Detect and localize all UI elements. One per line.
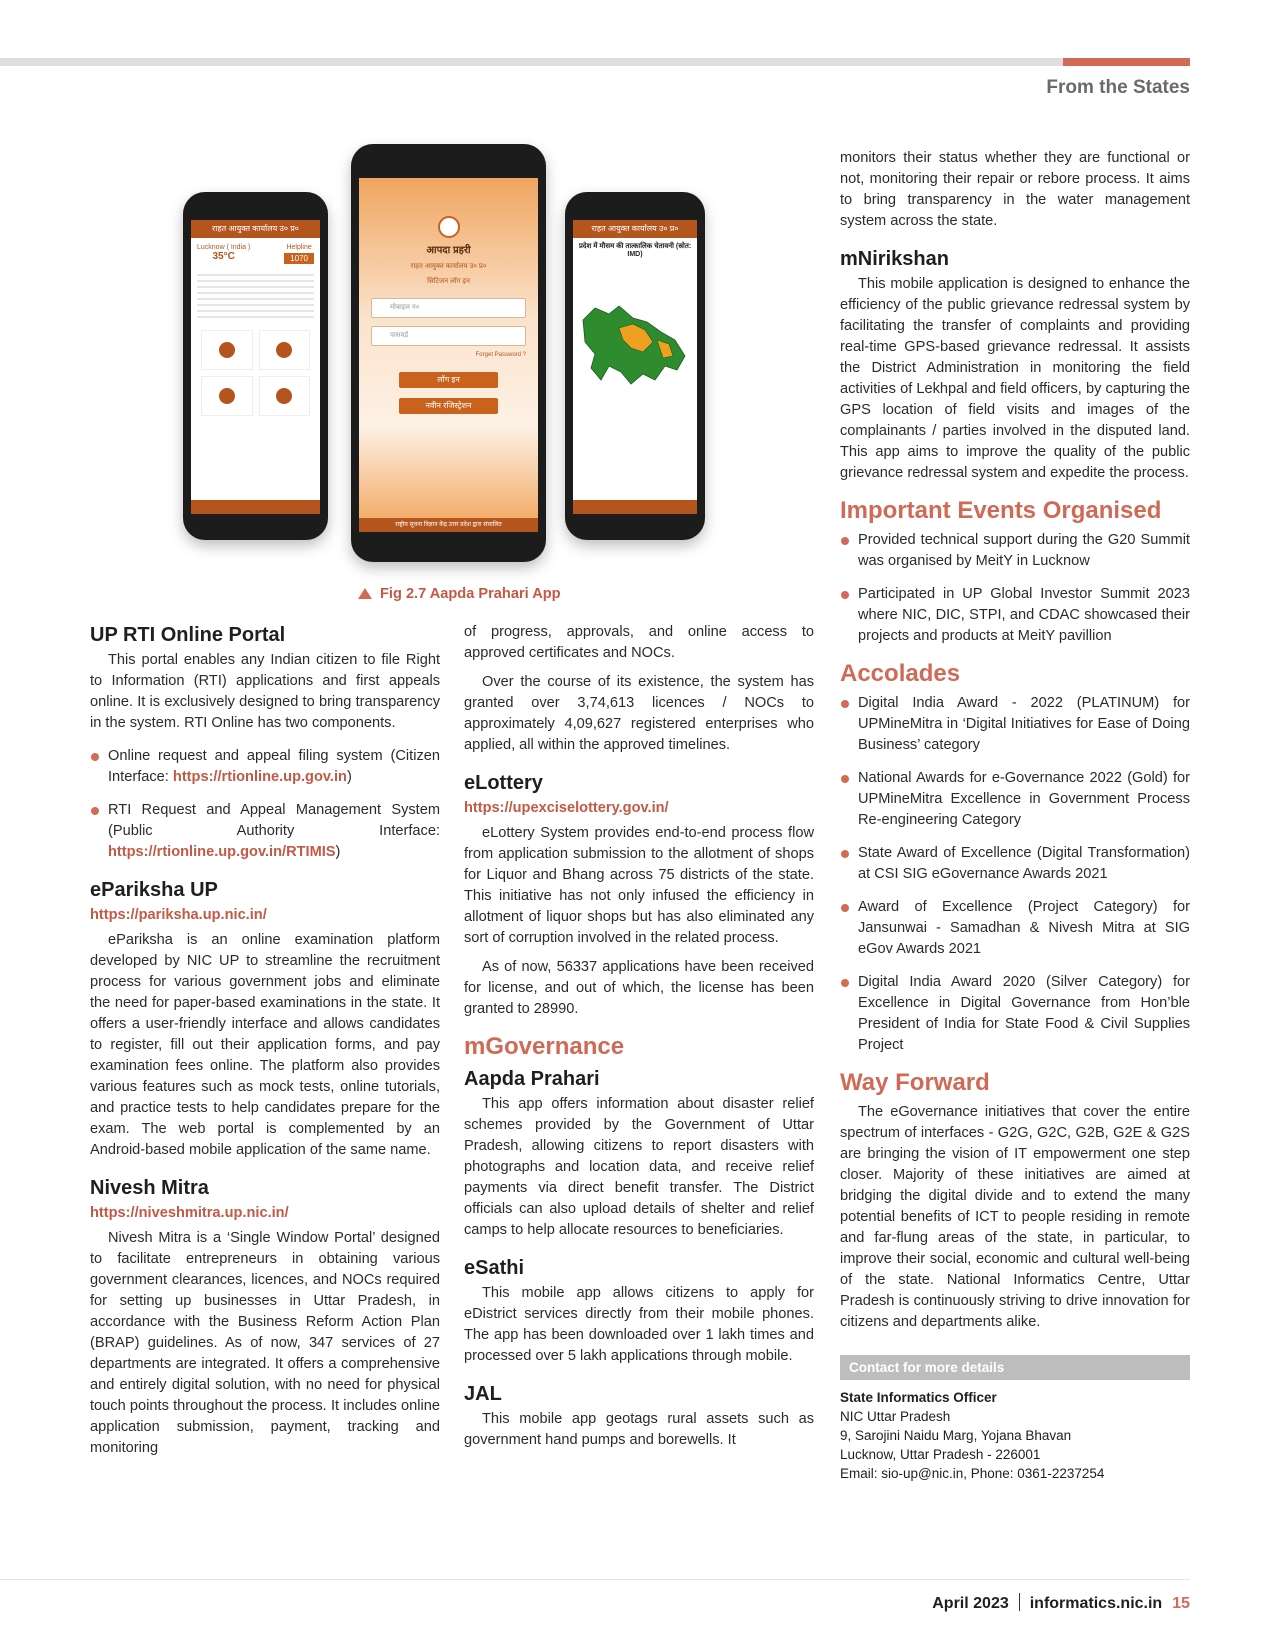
icon-grid (191, 320, 320, 426)
aapda-body: This app offers information about disaster relief schemes provided by the Government of Uttar Pradesh, allowing citizens to report disasters with photographs and location data, and receive relief payments via direct benefit transfer. The District officials can also upload details of shelter and relief camps to help allocate resources to beneficiaries. (464, 1096, 814, 1238)
caption-triangle-icon (358, 588, 372, 599)
way-forward-body: The eGovernance initiatives that cover the entire spectrum of interfaces - G2G, G2C, G2B, G2E & G2S are bringing the vision of IT empowerment one step closer. Majority of these initiatives are aimed at bridging the digital divide and to extend the many potential benefits of ICT to people residing in remote and far-flung areas of the state, in particular, to improve their social, economic and cultural well-being of the state. National Informatics Centre, Uttar Pradesh is continuously striving to drive innovation for citizens and departments alike. (840, 1104, 1190, 1330)
login-hint: सिटिजन लॉग इन (427, 278, 470, 285)
column-1 (90, 622, 440, 1467)
rti-bullet-authority-end: ) (335, 844, 341, 860)
helpline-number[interactable]: 1070 (284, 253, 314, 264)
event-item: Provided technical support during the G20 Summit was organised by MeitY in Lucknow (840, 530, 1190, 572)
footer-date: April 2023 (932, 1595, 1009, 1612)
accolade-item: Award of Excellence (Project Category) for Jansunwai - Samadhan & Nivesh Mitra at SIG eGov Awards 2021 (840, 897, 1190, 960)
weather-warning-heading: प्रदेश में मौसम की तात्कालिक चेतावनी (स्रोत: IMD) (578, 243, 692, 258)
contact-org: NIC Uttar Pradesh (840, 1409, 951, 1424)
weather-row (191, 238, 320, 264)
rti-authority-link[interactable]: https://rtionline.up.gov.in/RTIMIS (108, 844, 336, 860)
tile-alert-icon[interactable] (259, 330, 311, 370)
mgovernance-heading: mGovernance (464, 1033, 625, 1060)
jal-body: This mobile app geotags rural assets such as government hand pumps and borewells. It (464, 1411, 814, 1448)
section-label: From the States (1046, 77, 1190, 98)
page-number: 15 (1172, 1595, 1190, 1612)
epariksha-link[interactable]: https://pariksha.up.nic.in/ (90, 907, 267, 923)
city-label: Lucknow ( India ) (197, 244, 251, 251)
rti-bullet-authority (90, 800, 440, 863)
rti-bullet-citizen (90, 746, 440, 788)
mnirikshan-body: This mobile application is designed to enhance the efficiency of the public grievance redressal system by facilitating the transfer of complaints and providing real-time GPS-based grievance redressal. It assists the District Administration in monitoring the field activities of Lekhpal and field officers, by capturing the GPS location of field visits and images of the complainants / parties involved in the disputed land. This app aims to improve the quality of the public grievance redressal system and expedite the process. (840, 276, 1190, 481)
bottom-rule (0, 1579, 1190, 1580)
nivesh-stats: Over the course of its existence, the system has granted over 3,74,613 licences / NOCs to approximately 4,09,627 registered enterprises who applied, all within the approved timelines. (464, 674, 814, 753)
events-heading: Important Events Organised (840, 497, 1162, 524)
elottery-link[interactable]: https://upexciselottery.gov.in/ (464, 800, 669, 816)
phone-left-screen (191, 220, 320, 514)
nivesh-body: Nivesh Mitra is a ‘Single Window Portal’ designed to facilitate entrepreneurs in obtaining various government clearances, licences, and NOCs required for setting up businesses in Uttar Pradesh, in accordance with the Business Reform Action Plan (BRAP) guidelines. As of now, 347 services of 27 departments are integrated. It offers a comprehensive and entirely digital solution, with no need for physical touch points throughout the process. It includes online application submission, payment, tracking and monitoring (90, 1230, 440, 1456)
phone-left-footer (191, 500, 320, 514)
column-2 (464, 622, 814, 1459)
up-map (573, 270, 697, 410)
accolade-item: National Awards for e-Governance 2022 (Gold) for UPMineMitra Excellence in Government Process Re-engineering Category (840, 768, 1190, 831)
epariksha-body: ePariksha is an online examination platform developed by NIC UP to streamline the recruitment process for various government jobs and eliminate the need for paper-based examinations in the state. It offers a user-friendly interface and allows candidates to register, fill out their application forms, and pay examination fees online. The platform also provides various features such as mock tests, online tutorials, and practice tests to help candidates prepare for the exam. The web portal is complemented by an Android-based mobile application of the same name. (90, 932, 440, 1158)
rti-bullet-citizen-end: ) (346, 769, 352, 785)
accolade-item: Digital India Award - 2022 (PLATINUM) for UPMineMitra in ‘Digital Initiatives for Ease of Doing Business’ category (840, 693, 1190, 756)
figure-caption-text: Fig 2.7 Aapda Prahari App (380, 586, 561, 602)
elottery-stats: As of now, 56337 applications have been received for license, and out of which, the license has been granted to 28990. (464, 959, 814, 1017)
phone-right-bar: राहत आयुक्त कार्यालय उ० प्र० (573, 220, 697, 238)
app-subtitle: राहत आयुक्त कार्यालय उ० प्र० (410, 263, 487, 270)
phone-center (351, 144, 546, 562)
accolades-heading: Accolades (840, 660, 961, 687)
way-forward-heading: Way Forward (840, 1069, 990, 1096)
password-input[interactable]: पासवर्ड (371, 326, 526, 346)
aapda-heading: Aapda Prahari (464, 1068, 600, 1090)
contact-role: State Informatics Officer (840, 1390, 997, 1405)
jal-heading: JAL (464, 1383, 502, 1405)
contact-email-phone: Email: sio-up@nic.in, Phone: 0361-2237254 (840, 1466, 1105, 1481)
phone-right-screen (573, 220, 697, 514)
nivesh-link[interactable]: https://niveshmitra.up.nic.in/ (90, 1205, 289, 1221)
mnirikshan-heading: mNirikshan (840, 248, 949, 270)
top-accent-bar (1063, 58, 1190, 66)
epariksha-heading: ePariksha UP (90, 879, 218, 901)
emblem-icon (438, 216, 460, 238)
app-title: आपदा प्रहरी (426, 245, 471, 256)
helpline-label: Helpline (286, 244, 312, 251)
phone-right-footer (573, 500, 697, 514)
jal-body-cont: monitors their status whether they are functional or not, monitoring their repair or rebore process. It aims to bring transparency in the water management system across the state. (840, 150, 1190, 229)
rti-body: This portal enables any Indian citizen to file Right to Information (RTI) applications and first appeals online. It is exclusively designed to bring transparency in the system. RTI Online has two components. (90, 652, 440, 731)
forgot-password-link[interactable]: Forget Password ? (475, 352, 526, 358)
figure-caption (358, 586, 561, 602)
phone-center-screen (359, 178, 538, 532)
top-rule (0, 58, 1190, 66)
tile-info-icon[interactable] (201, 330, 253, 370)
contact-address-1: 9, Sarojini Naidu Marg, Yojana Bhavan (840, 1428, 1072, 1443)
tile-home-icon[interactable] (201, 376, 253, 416)
accolade-item: Digital India Award 2020 (Silver Category) for Excellence in Digital Governance from Hon’ble President of India for State Food & Civil Supplies Project (840, 972, 1190, 1056)
esathi-body: This mobile app allows citizens to apply for eDistrict services directly from their mobile phones. The app has been downloaded over 1 lakh times and processed over 5 lakh applications through mobile. (464, 1285, 814, 1364)
rti-bullet-authority-text: RTI Request and Appeal Management System (Public Authority Interface: (108, 802, 440, 839)
page-footer (932, 1593, 1190, 1613)
phone-right (565, 192, 705, 540)
temperature: 35°C (212, 251, 235, 262)
rti-citizen-link[interactable]: https://rtionline.up.gov.in (172, 769, 347, 785)
rti-heading: UP RTI Online Portal (90, 624, 286, 646)
event-item: Participated in UP Global Investor Summit 2023 where NIC, DIC, STPI, and CDAC showcased their projects and products at MeitY pavillion (840, 584, 1190, 647)
footer-separator (1019, 1593, 1020, 1611)
login-button[interactable]: लॉग इन (399, 372, 498, 388)
accolade-item: State Award of Excellence (Digital Transformation) at CSI SIG eGovernance Awards 2021 (840, 843, 1190, 885)
elottery-body: eLottery System provides end-to-end process flow from application submission to the allotment of shops for Liquor and Bhang across 75 districts of the state. This initiative has not only infused the efficiency in allotment of liquor shops but has also eliminated any sort of corruption involved in the related process. (464, 825, 814, 946)
contact-address-2: Lucknow, Uttar Pradesh - 226001 (840, 1447, 1041, 1462)
app-figure (183, 144, 733, 562)
footer-site[interactable]: informatics.nic.in (1029, 1595, 1163, 1612)
nivesh-heading: Nivesh Mitra (90, 1177, 209, 1199)
elottery-heading: eLottery (464, 772, 543, 794)
weather-notice (197, 274, 314, 320)
mobile-input[interactable]: मोबाइल न० (371, 298, 526, 318)
esathi-heading: eSathi (464, 1257, 525, 1279)
nivesh-body-cont: of progress, approvals, and online access to approved certificates and NOCs. (464, 624, 814, 661)
register-button[interactable]: नवीन रजिस्ट्रेशन (399, 398, 498, 414)
phone-left (183, 192, 328, 540)
phone-left-bar: राहत आयुक्त कार्यालय उ० प्र० (191, 220, 320, 238)
phone-center-footer: राष्ट्रीय सूचना विज्ञान केंद्र उत्तर प्रदेश द्वारा संचालित (359, 518, 538, 532)
tile-chart-icon[interactable] (259, 376, 311, 416)
rti-bullet-citizen-text: Online request and appeal filing system (Citizen Interface: (108, 748, 440, 785)
contact-bar: Contact for more details (840, 1355, 1190, 1380)
column-3 (840, 148, 1190, 1483)
